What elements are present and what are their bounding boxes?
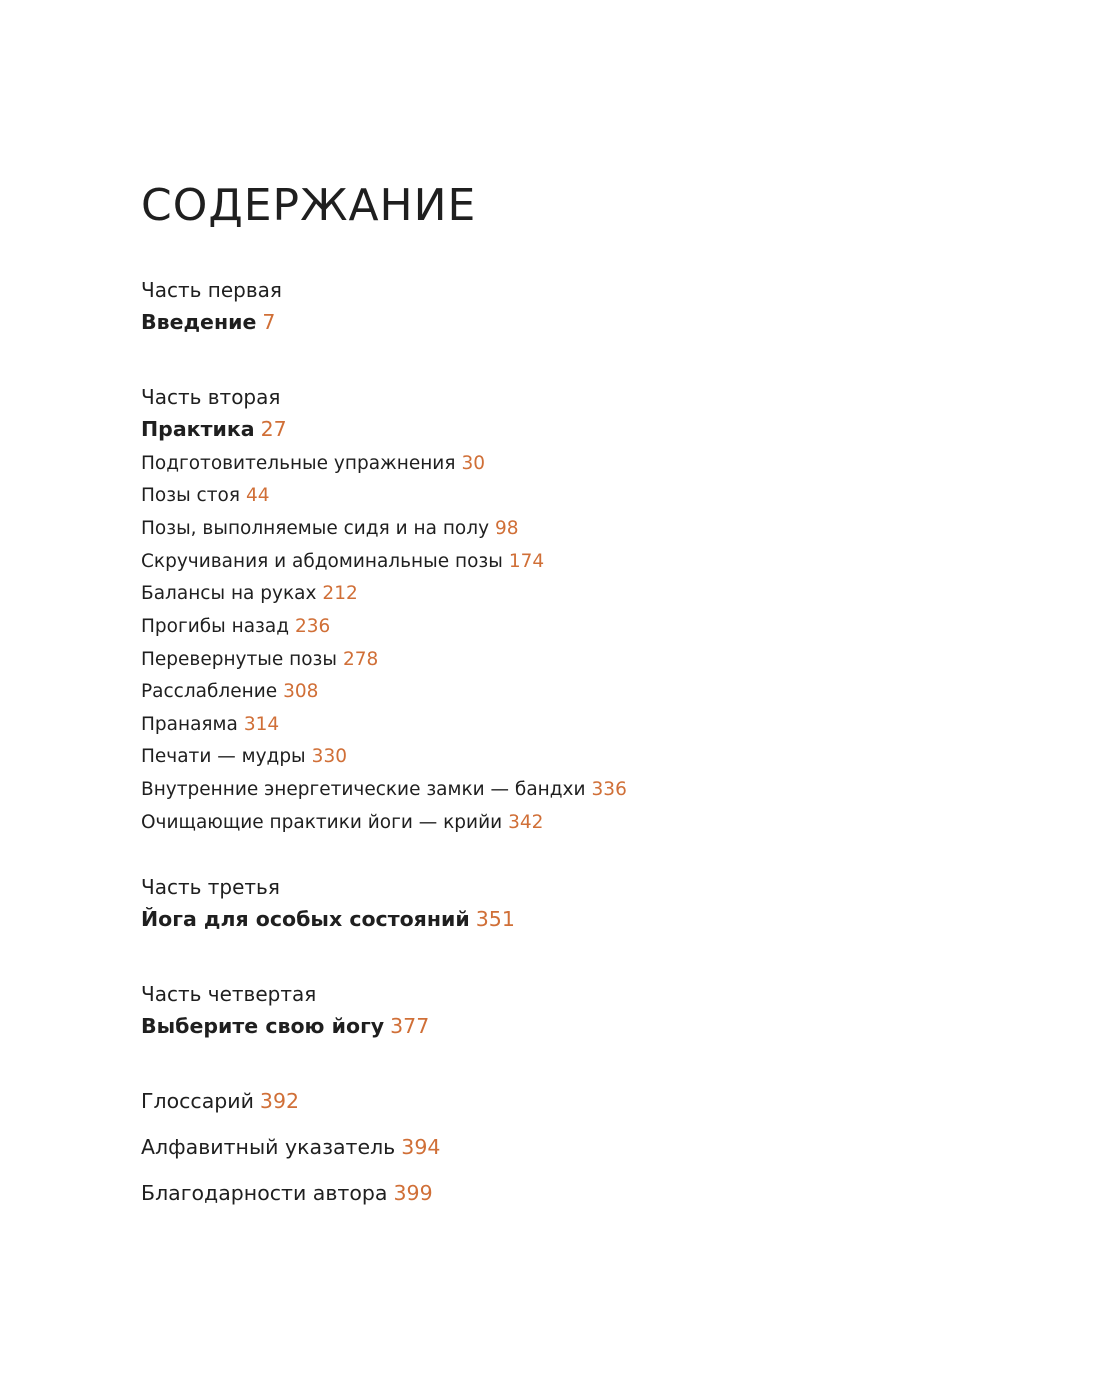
section-title: Внутренние энергетические замки — бандхи bbox=[141, 779, 586, 800]
page-number: 7 bbox=[262, 310, 276, 334]
toc-entry-section[interactable] bbox=[141, 810, 543, 836]
page-number: 342 bbox=[508, 812, 544, 833]
page-number: 308 bbox=[283, 681, 319, 702]
page-number: 394 bbox=[401, 1135, 441, 1159]
page-number: 27 bbox=[260, 417, 287, 441]
extra-title: Благодарности автора bbox=[141, 1181, 388, 1205]
section-title: Очищающие практики йоги — крийи bbox=[141, 812, 503, 833]
page-number: 330 bbox=[311, 746, 347, 767]
page-title: СОДЕРЖАНИЕ bbox=[141, 180, 477, 231]
page-number: 174 bbox=[508, 551, 545, 572]
section-title: Расслабление bbox=[141, 681, 278, 702]
part-title: Выберите свою йогу bbox=[141, 1014, 385, 1038]
toc-entry-extra[interactable] bbox=[141, 1134, 440, 1160]
section-title: Прогибы назад bbox=[141, 616, 290, 637]
page-number: 236 bbox=[295, 616, 331, 637]
toc-entry-section[interactable] bbox=[141, 516, 519, 542]
toc-entry-section[interactable] bbox=[141, 451, 485, 477]
toc-entry-extra[interactable] bbox=[141, 1088, 299, 1114]
page-number: 399 bbox=[393, 1181, 433, 1205]
toc-entry-part[interactable] bbox=[141, 416, 287, 442]
part-label: Часть первая bbox=[141, 278, 282, 302]
section-title: Перевернутые позы bbox=[141, 649, 337, 670]
section-title: Позы стоя bbox=[141, 485, 240, 506]
part-title: Введение bbox=[141, 310, 257, 334]
part-title: Йога для особых состояний bbox=[141, 907, 470, 931]
toc-entry-section[interactable] bbox=[141, 679, 318, 705]
extra-title: Алфавитный указатель bbox=[141, 1135, 396, 1159]
page-number: 336 bbox=[591, 779, 627, 800]
part-label: Часть вторая bbox=[141, 385, 281, 409]
toc-entry-part[interactable] bbox=[141, 309, 275, 335]
toc-entry-section[interactable] bbox=[141, 483, 270, 509]
part-label: Часть четвертая bbox=[141, 982, 317, 1006]
extra-title: Глоссарий bbox=[141, 1089, 254, 1113]
toc-entry-section[interactable] bbox=[141, 744, 347, 770]
page-number: 30 bbox=[461, 453, 485, 474]
part-label: Часть третья bbox=[141, 875, 280, 899]
section-title: Подготовительные упражнения bbox=[141, 453, 456, 474]
page-number: 392 bbox=[259, 1089, 300, 1113]
toc-entry-section[interactable] bbox=[141, 647, 378, 673]
page-number: 351 bbox=[475, 907, 515, 931]
section-title: Скручивания и абдоминальные позы bbox=[141, 551, 503, 572]
page-number: 212 bbox=[322, 583, 358, 604]
toc-entry-section[interactable] bbox=[141, 712, 279, 738]
toc-entry-part[interactable] bbox=[141, 906, 515, 932]
page-number: 278 bbox=[343, 649, 379, 670]
section-title: Пранаяма bbox=[141, 714, 238, 735]
toc-entry-extra[interactable] bbox=[141, 1180, 433, 1206]
page-number: 44 bbox=[245, 485, 270, 506]
toc-entry-section[interactable] bbox=[141, 777, 627, 803]
part-title: Практика bbox=[141, 417, 255, 441]
toc-entry-part[interactable] bbox=[141, 1013, 429, 1039]
toc-entry-section[interactable] bbox=[141, 549, 544, 575]
section-title: Балансы на руках bbox=[141, 583, 317, 604]
toc-entry-section[interactable] bbox=[141, 581, 358, 607]
section-title: Печати — мудры bbox=[141, 746, 306, 767]
section-title: Позы, выполняемые сидя и на полу bbox=[141, 518, 490, 539]
page-number: 98 bbox=[495, 518, 519, 539]
toc-entry-section[interactable] bbox=[141, 614, 330, 640]
page-number: 314 bbox=[243, 714, 280, 735]
page-number: 377 bbox=[390, 1014, 430, 1038]
